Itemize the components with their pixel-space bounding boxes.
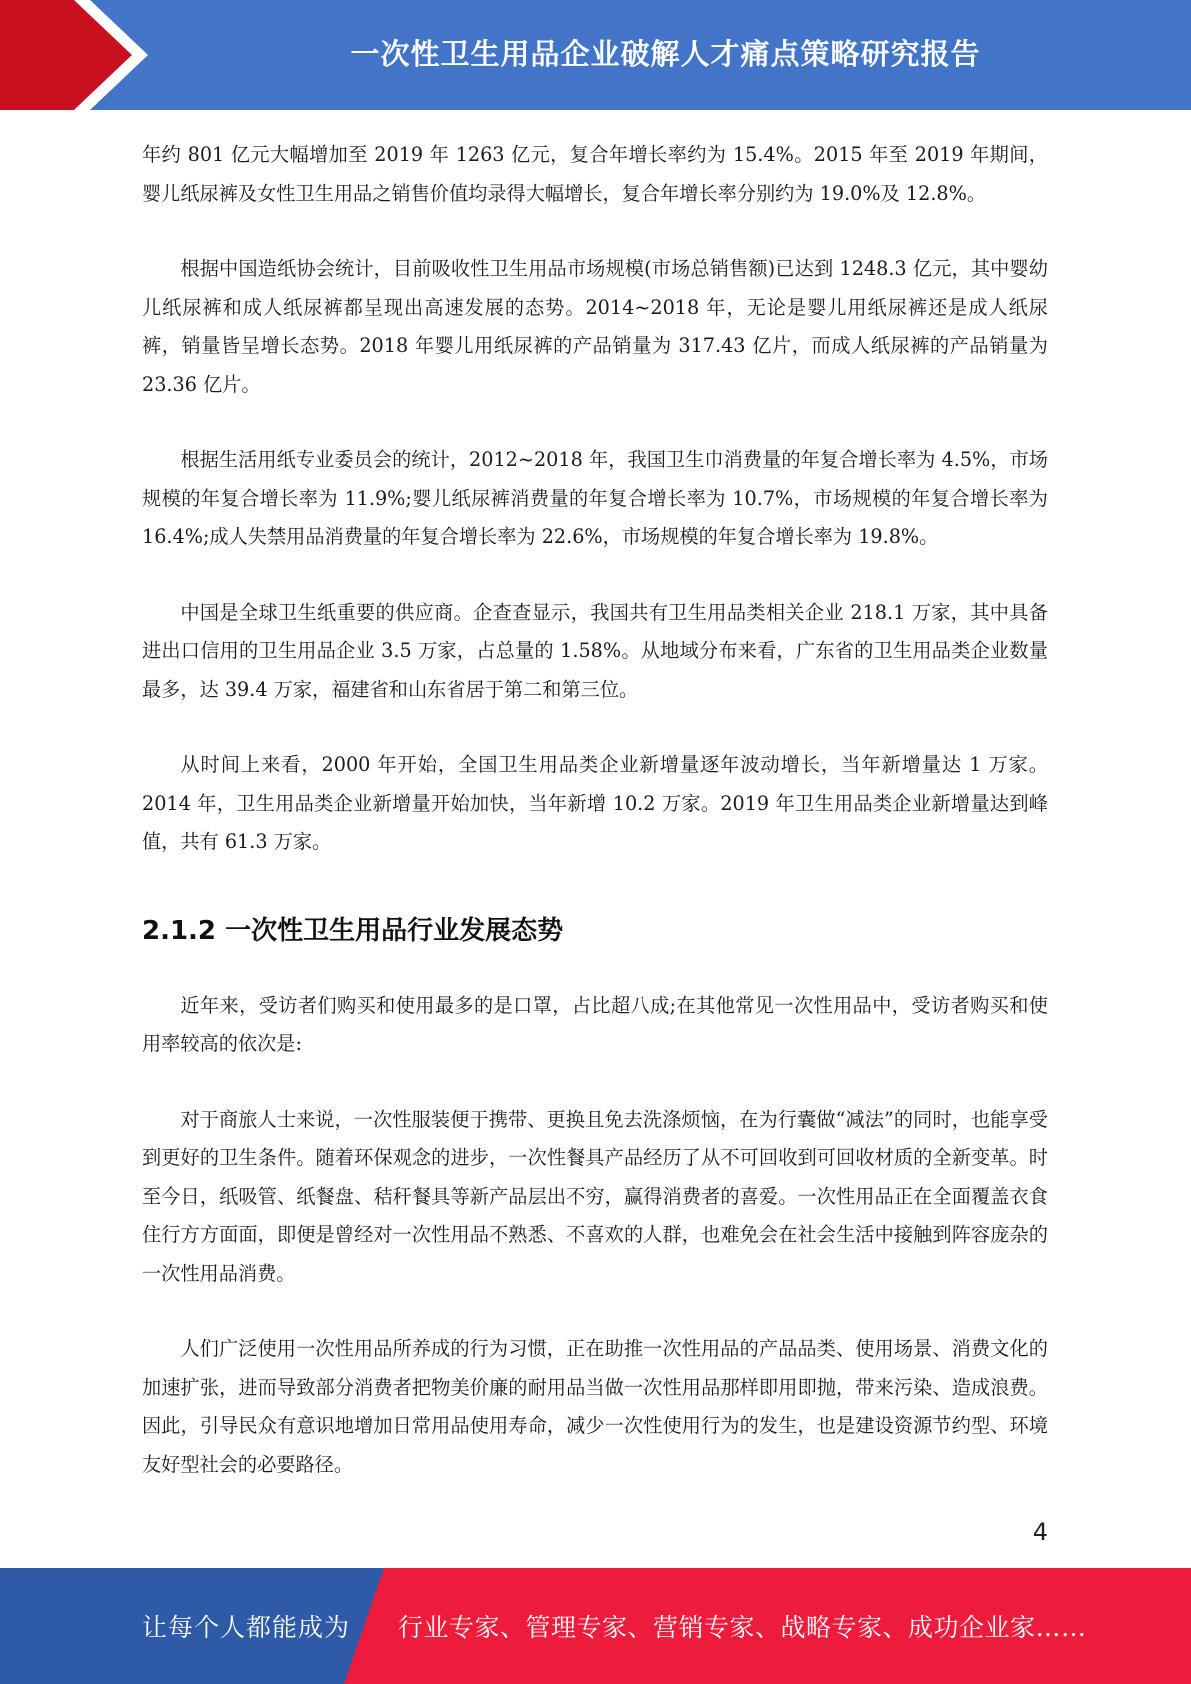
paragraph-survey: 近年来，受访者们购买和使用最多的是口罩，占比超八成;在其他常见一次性用品中，受访者购买和使用率较高的依次是: (142, 993, 1048, 1055)
report-title: 一次性卫生用品企业破解人才痛点策略研究报告 (350, 36, 981, 71)
paragraph-continued: 年约 801 亿元大幅增加至 2019 年 1263 亿元，复合年增长率约为 15.4%。2015 年至 2019 年期间，婴儿纸尿裤及女性卫生用品之销售价值均录得大幅增长，复合年增长率分别约为 19.0%及 12.8%。 (142, 143, 1048, 205)
page-content (142, 136, 1048, 1521)
page-number: 4 (1032, 1518, 1048, 1546)
page-footer (0, 1568, 1191, 1684)
paragraph-business-travel: 对于商旅人士来说，一次性服装便于携带、更换且免去洗涤烦恼，在为行囊做“减法”的同时，也能享受到更好的卫生条件。随着环保观念的进步，一次性餐具产品经历了从不可回收到可回收材质的全新变革。时至今日，纸吸管、纸餐盘、秸秆餐具等新产品层出不穷，赢得消费者的喜爱。一次性用品正在全面覆盖衣食住行方方面面，即便是曾经对一次性用品不熟悉、不喜欢的人群，也难免会在社会生活中接触到阵容庞杂的一次性用品消费。 (142, 1107, 1048, 1285)
paragraph-enterprise-count: 中国是全球卫生纸重要的供应商。企查查显示，我国共有卫生用品类相关企业 218.1 万家，其中具备进出口信用的卫生用品企业 3.5 万家，占总量的 1.58%。从地域分布来看，广东省的卫生用品类企业数量最多，达 39.4 万家，福建省和山东省居于第二和第三位。 (142, 600, 1048, 701)
footer-expert-list: 行业专家、管理专家、营销专家、战略专家、成功企业家…… (398, 1613, 1087, 1642)
paragraph-growth-rates: 根据生活用纸专业委员会的统计，2012~2018 年，我国卫生巾消费量的年复合增长率为 4.5%，市场规模的年复合增长率为 11.9%;婴儿纸尿裤消费量的年复合增长率为 10.7%，市场规模的年复合增长率为 16.4%;成人失禁用品消费量的年复合增长率为 22.6%，市场规模的年复合增长率为 19.8%。 (142, 448, 1048, 548)
page-header (0, 0, 1191, 110)
paragraph-absorbent-market: 根据中国造纸协会统计，目前吸收性卫生用品市场规模(市场总销售额)已达到 1248.3 亿元，其中婴幼儿纸尿裤和成人纸尿裤都呈现出高速发展的态势。2014~2018 年，无论是婴儿用纸尿裤还是成人纸尿裤，销量皆呈增长态势。2018 年婴儿用纸尿裤的产品销量为 317.43 亿片，而成人纸尿裤的产品销量为 23.36 亿片。 (142, 257, 1048, 396)
paragraph-habits: 人们广泛使用一次性用品所养成的行为习惯，正在助推一次性用品的产品品类、使用场景、消费文化的加速扩张，进而导致部分消费者把物美价廉的耐用品当做一次性用品那样即用即抛，带来污染、造成浪费。因此，引导民众有意识地增加日常用品使用寿命，减少一次性使用行为的发生，也是建设资源节约型、环境友好型社会的必要路径。 (142, 1337, 1048, 1476)
paragraph-new-enterprises: 从时间上来看，2000 年开始，全国卫生用品类企业新增量逐年波动增长，当年新增量达 1 万家。2014 年，卫生用品类企业新增量开始加快，当年新增 10.2 万家。2019 年卫生用品类企业新增量达到峰值，共有 61.3 万家。 (142, 753, 1048, 853)
section-heading: 2.1.2 一次性卫生用品行业发展态势 (142, 915, 564, 946)
footer-slogan: 让每个人都能成为 (142, 1613, 351, 1642)
